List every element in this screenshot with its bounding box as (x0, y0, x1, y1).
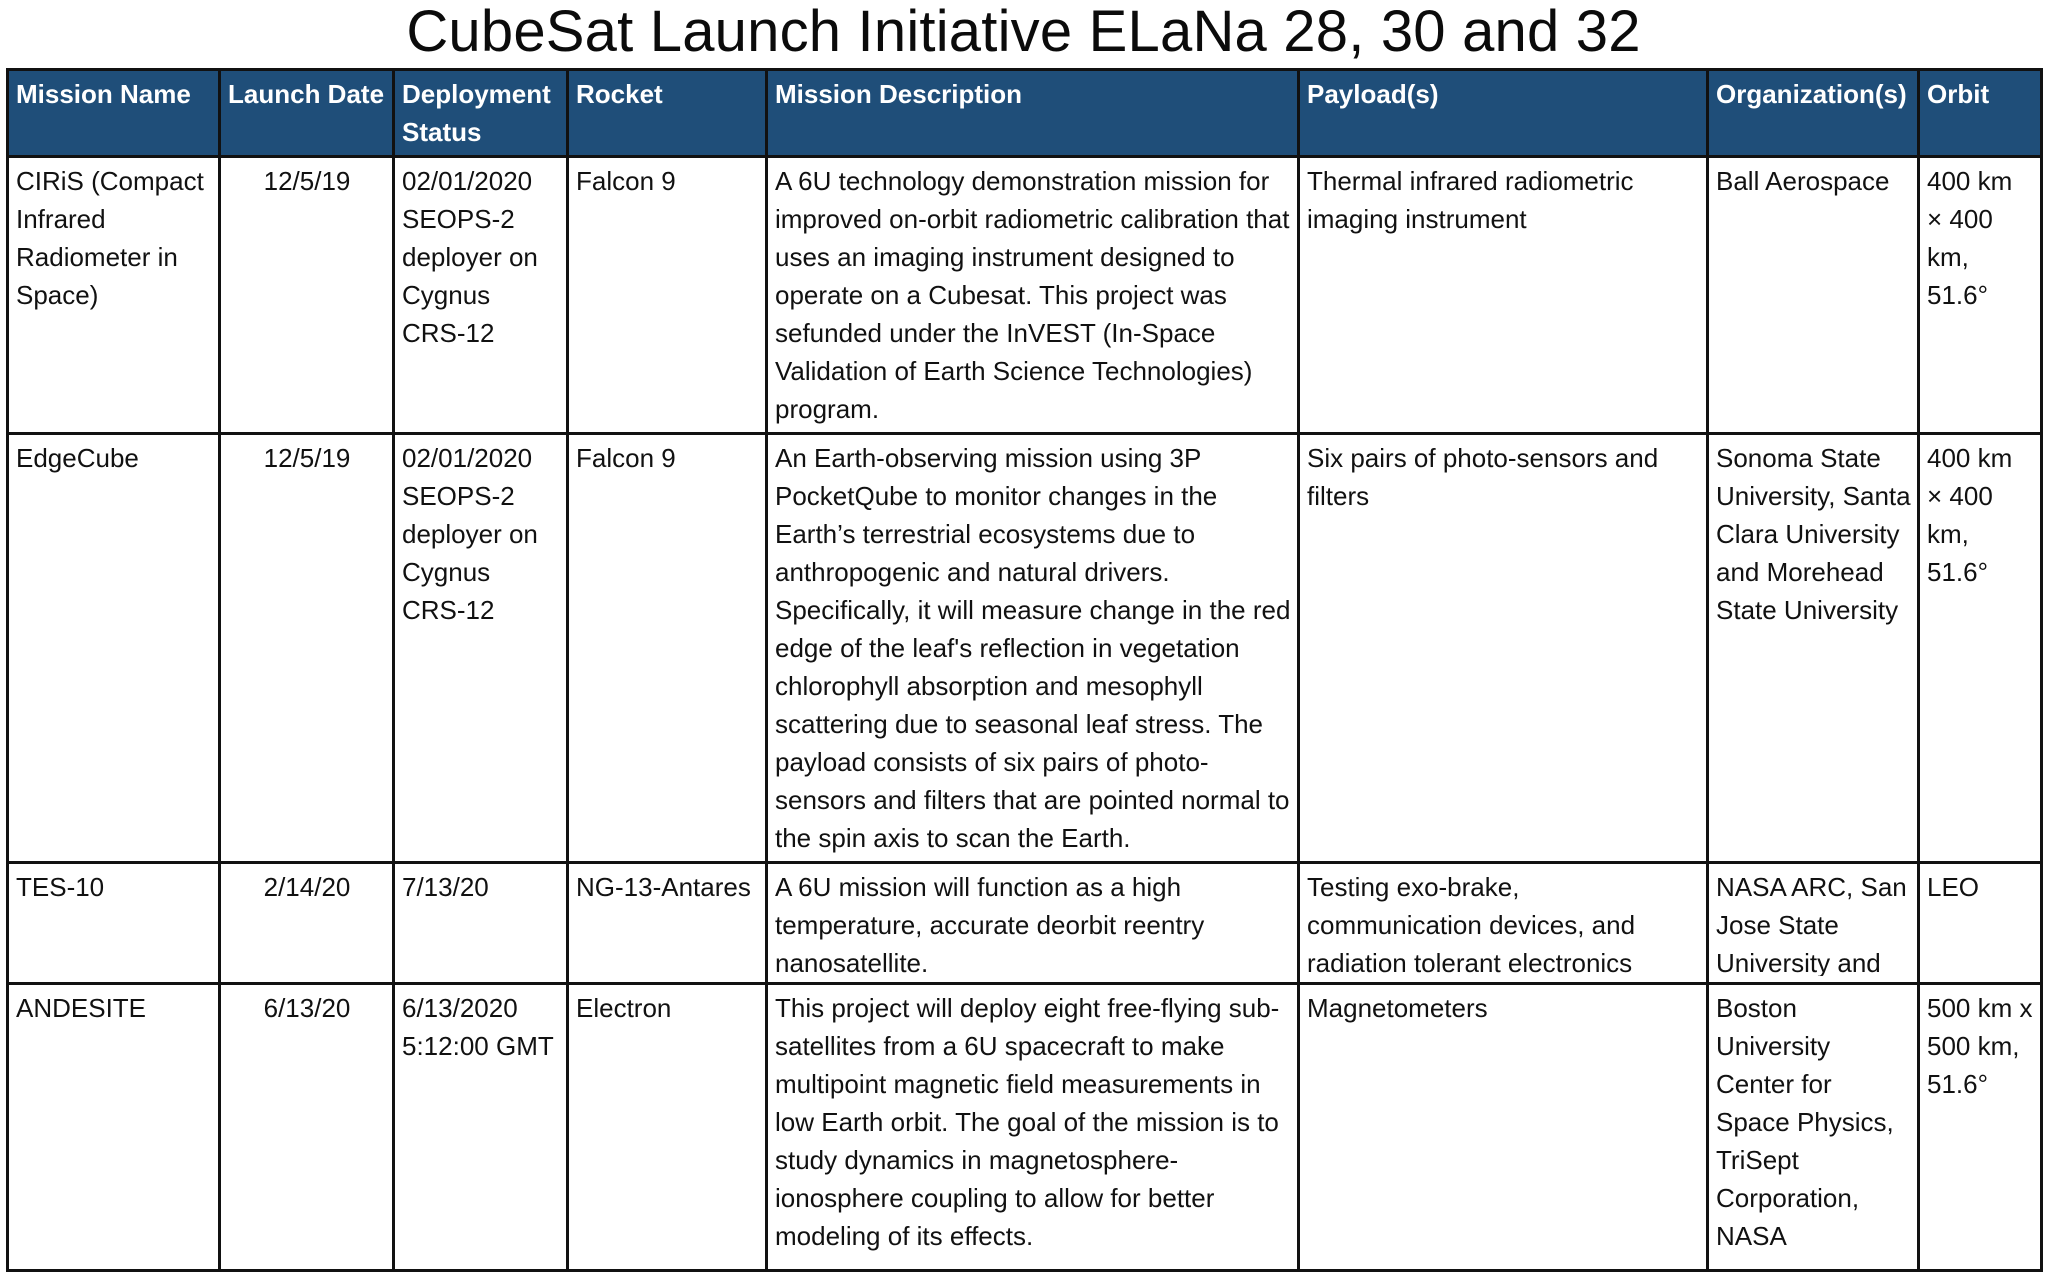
mission-description-cell: An Earth-observing mission using 3P PocketQube to monitor changes in the Earth’s terrestrial ecosystems due to anthropogenic and natural drivers. Specifically, it will measure change in the red edge of the leaf's reflection in vegetation chlorophyll absorption and mesophyll scattering due to seasonal leaf stress. The payload consists of six pairs of photo-sensors and filters that are pointed normal to the spin axis to scan the Earth. (767, 434, 1299, 863)
payloads-cell: Magnetometers (1299, 984, 1708, 1271)
rocket-cell: Falcon 9 (568, 434, 767, 863)
launch-date-cell: 12/5/19 (220, 434, 394, 863)
table-row (8, 434, 2042, 863)
header-organizations: Organization(s) (1708, 70, 1919, 157)
launch-date-cell: 2/14/20 (220, 863, 394, 984)
rocket-cell: NG-13-Antares (568, 863, 767, 984)
deployment-status-cell: 02/01/2020 SEOPS-2 deployer on Cygnus CRS-12 (394, 434, 568, 863)
deployment-status-cell: 02/01/2020 SEOPS-2 deployer on Cygnus CRS-12 (394, 157, 568, 434)
payloads-cell: Thermal infrared radiometric imaging instrument (1299, 157, 1708, 434)
organizations-cell: Boston University Center for Space Physics, TriSept Corporation, NASA (1708, 984, 1919, 1271)
header-rocket: Rocket (568, 70, 767, 157)
payloads-text: Testing exo-brake, communication devices, and radiation tolerant electronics (1307, 872, 1636, 976)
mission-description-cell: This project will deploy eight free-flying sub-satellites from a 6U spacecraft to make multipoint magnetic field measurements in low Earth orbit. The goal of the mission is to study dynamics in magnetosphere-ionosphere coupling to allow for better modeling of its effects. (767, 984, 1299, 1271)
orbit-cell: 400 km × 400 km, 51.6° (1919, 434, 2042, 863)
mission-description-text: A 6U mission will function as a high temperature, accurate deorbit reentry nanosatellite. (775, 872, 1205, 976)
organizations-cell (1708, 863, 1919, 984)
missions-table (6, 68, 2043, 1272)
payloads-cell: Six pairs of photo-sensors and filters (1299, 434, 1708, 863)
mission-name-cell: CIRiS (Compact Infrared Radiometer in Space) (8, 157, 220, 434)
mission-description-cell: A 6U technology demonstration mission for improved on-orbit radiometric calibration that uses an imaging instrument designed to operate on a Cubesat. This project was sefunded under the InVEST (In-Space Validation of Earth Science Technologies) program. (767, 157, 1299, 434)
page-title: CubeSat Launch Initiative ELaNa 28, 30 and 32 (406, 0, 1641, 64)
header-orbit: Orbit (1919, 70, 2042, 157)
orbit-cell: 400 km × 400 km, 51.6° (1919, 157, 2042, 434)
organizations-cell: Ball Aerospace (1708, 157, 1919, 434)
header-launch-date: Launch Date (220, 70, 394, 157)
mission-name-cell: TES-10 (8, 863, 220, 984)
mission-name-cell: ANDESITE (8, 984, 220, 1271)
header-deployment-status: Deployment Status (394, 70, 568, 157)
header-payloads: Payload(s) (1299, 70, 1708, 157)
table-row (8, 157, 2042, 434)
organizations-cell: Sonoma State University, Santa Clara University and Morehead State University (1708, 434, 1919, 863)
launch-date-cell: 6/13/20 (220, 984, 394, 1271)
mission-description-cell (767, 863, 1299, 984)
table-row (8, 863, 2042, 984)
header-row (8, 70, 2042, 157)
header-mission-description: Mission Description (767, 70, 1299, 157)
orbit-cell: LEO (1919, 863, 2042, 984)
deployment-status-cell: 6/13/2020 5:12:00 GMT (394, 984, 568, 1271)
organizations-text: NASA ARC, San Jose State University and (1716, 872, 1907, 976)
orbit-cell: 500 km x 500 km, 51.6° (1919, 984, 2042, 1271)
payloads-cell (1299, 863, 1708, 984)
header-mission-name: Mission Name (8, 70, 220, 157)
deployment-status-cell: 7/13/20 (394, 863, 568, 984)
table-row (8, 984, 2042, 1271)
rocket-cell: Electron (568, 984, 767, 1271)
launch-date-cell: 12/5/19 (220, 157, 394, 434)
rocket-cell: Falcon 9 (568, 157, 767, 434)
mission-name-cell: EdgeCube (8, 434, 220, 863)
